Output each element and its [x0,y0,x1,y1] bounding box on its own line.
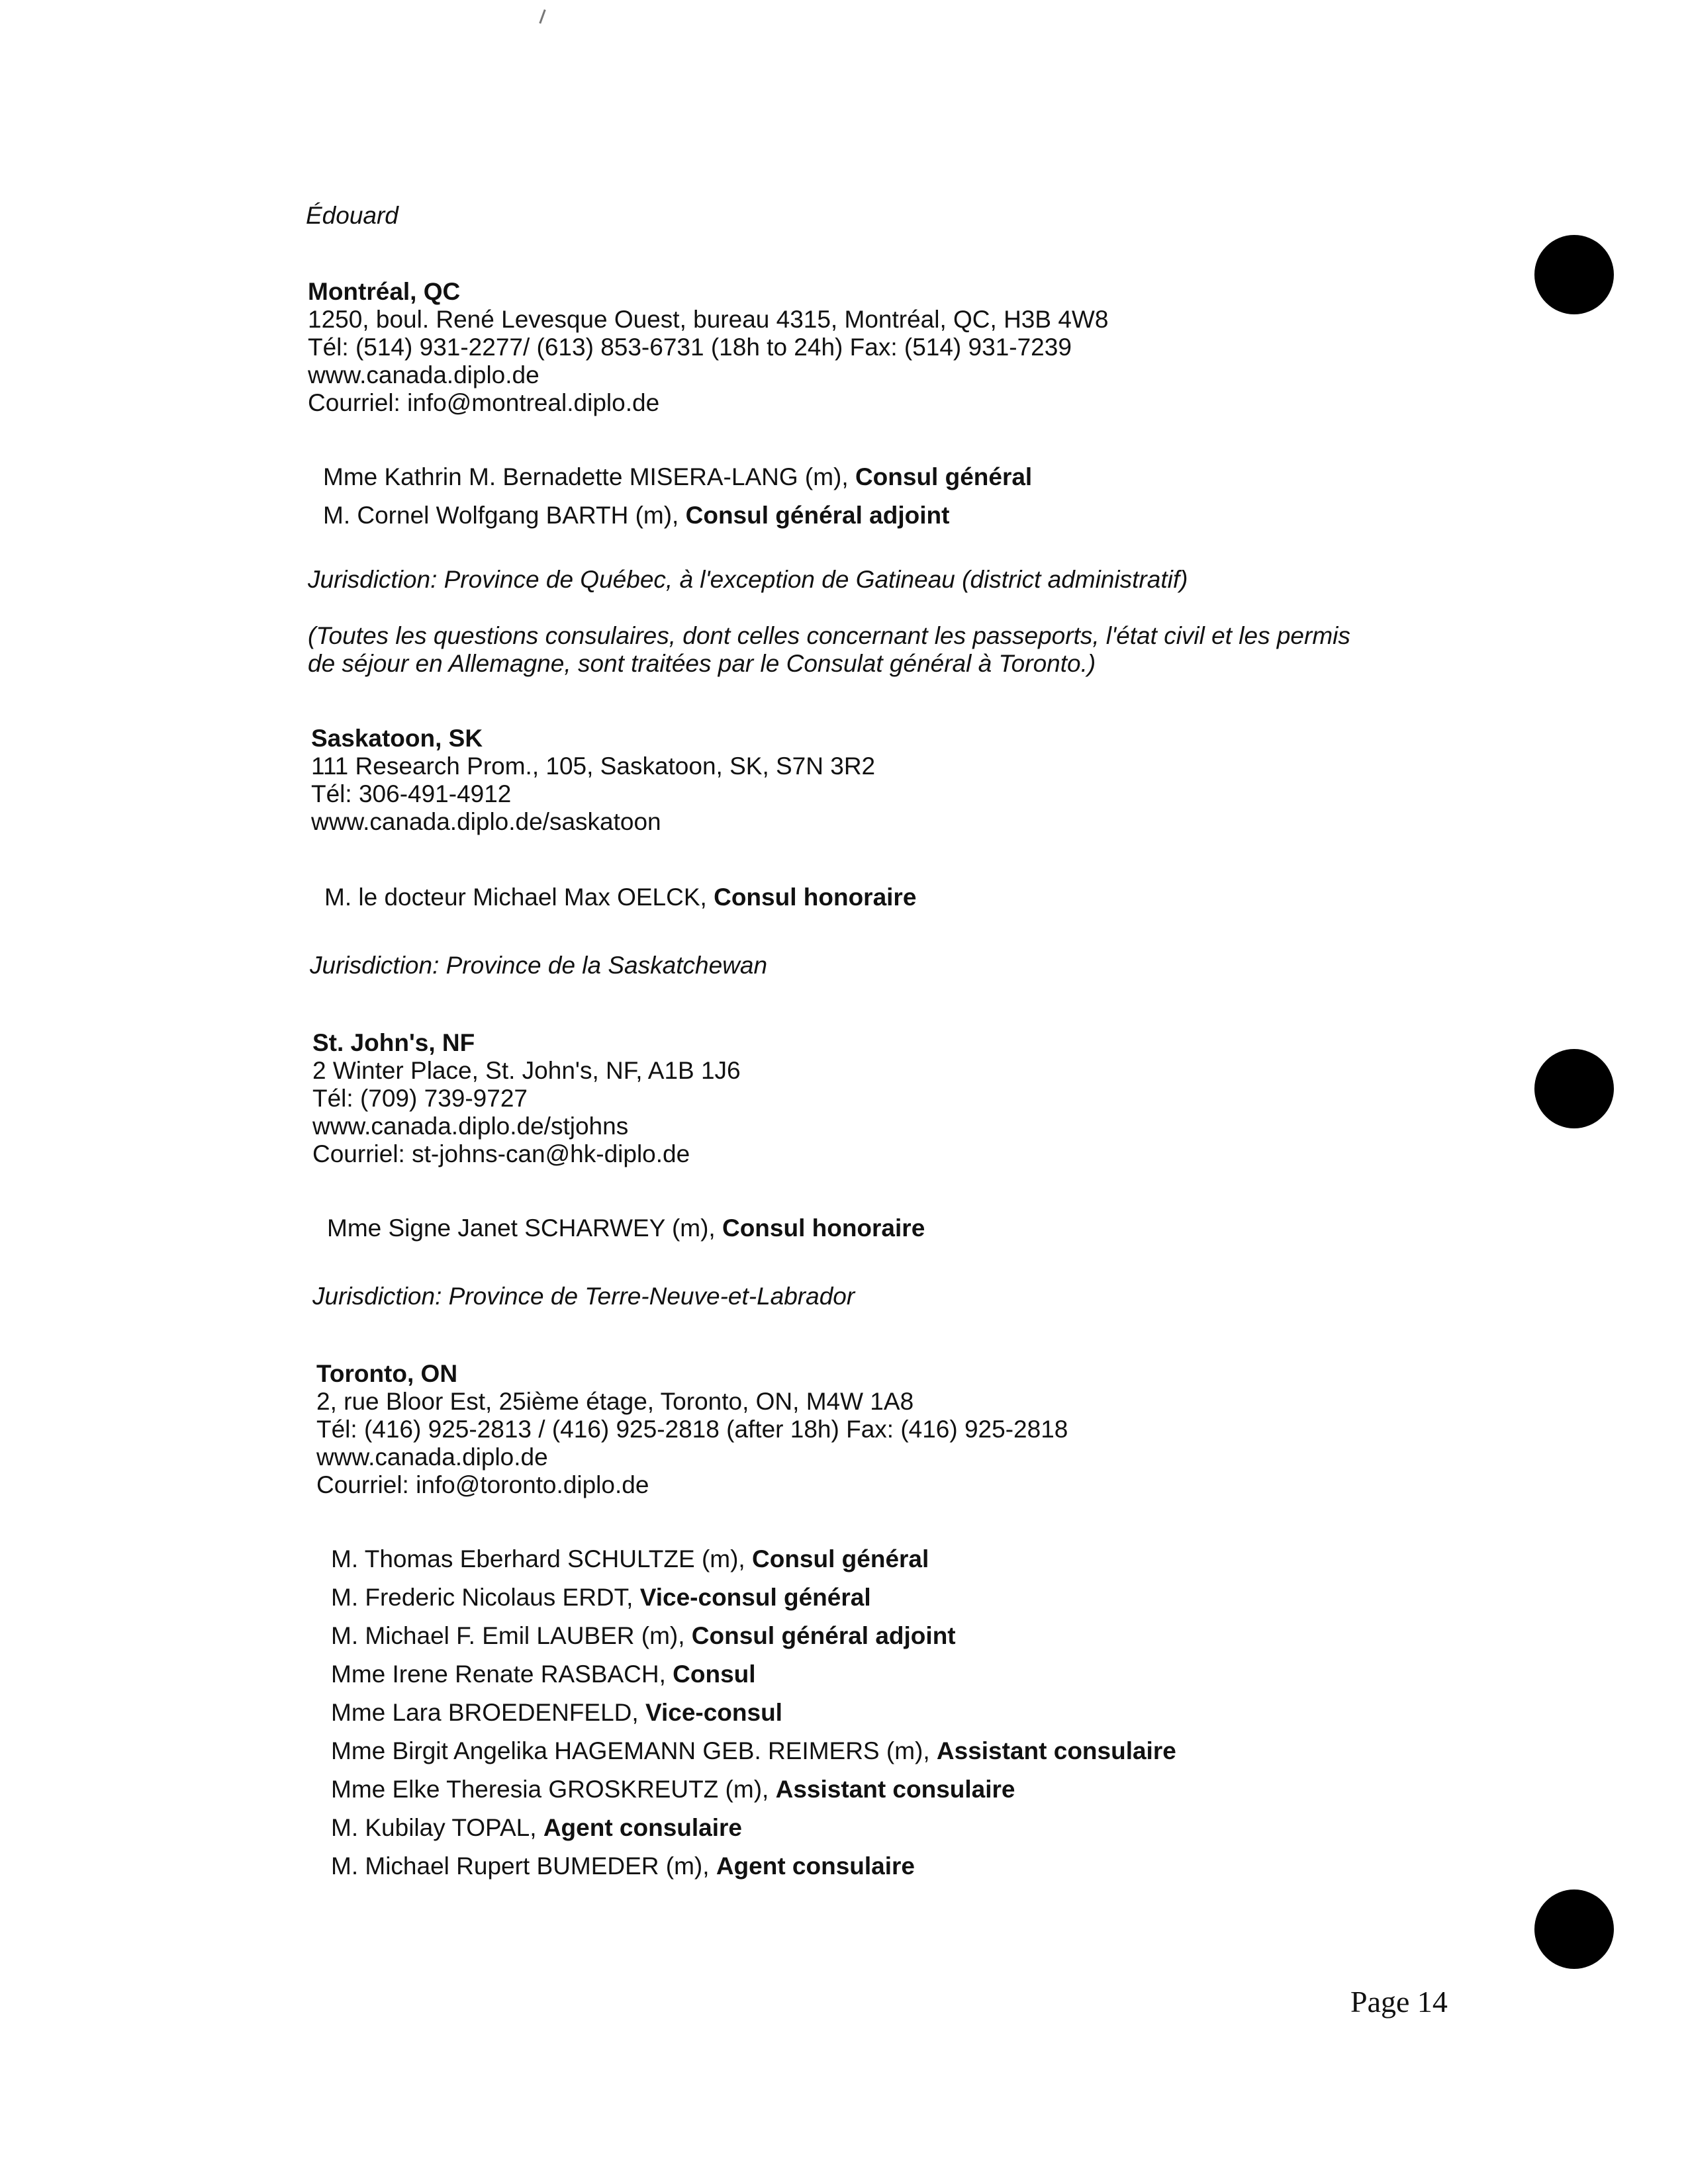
montreal-address-block [308,278,1108,417]
staff-name: Mme Lara BROEDENFELD, [331,1699,645,1726]
stjohns-email: Courriel: st-johns-can@hk-diplo.de [312,1140,690,1167]
staff-name: Mme Kathrin M. Bernadette MISERA-LANG (m), [323,463,855,490]
staff-name: Mme Elke Theresia GROSKREUTZ (m), [331,1776,776,1803]
montreal-web: www.canada.diplo.de [308,361,539,388]
staff-role: Assistant consulaire [936,1737,1176,1764]
staff-role: Vice-consul [645,1699,782,1726]
staff-name: Mme Signe Janet SCHARWEY (m), [327,1214,722,1242]
saskatoon-address: 111 Research Prom., 105, Saskatoon, SK, S7N 3R2 [311,752,876,780]
punch-hole-middle [1534,1049,1614,1128]
staff-role: Consul général [855,463,1033,490]
staff-role: Consul honoraire [722,1214,925,1242]
toronto-address-block [316,1360,1068,1499]
staff-entry [327,1214,925,1242]
page-number: Page 14 [1350,1985,1448,2019]
saskatoon-web: www.canada.diplo.de/saskatoon [311,808,661,835]
staff-name: Mme Birgit Angelika HAGEMANN GEB. REIMERS (m), [331,1737,937,1764]
stjohns-address-block [312,1029,741,1168]
punch-hole-bottom [1534,1889,1614,1969]
staff-role: Consul [673,1661,756,1688]
intro-text: Édouard [306,202,399,229]
staff-entry [331,1852,915,1880]
staff-name: M. Michael Rupert BUMEDER (m), [331,1852,716,1880]
staff-entry [323,463,1032,491]
stjohns-web: www.canada.diplo.de/stjohns [312,1113,629,1140]
punch-hole-top [1534,235,1614,314]
staff-entry [331,1737,1176,1765]
staff-name: M. Michael F. Emil LAUBER (m), [331,1622,692,1649]
staff-entry [331,1545,929,1573]
section-title-toronto: Toronto, ON [316,1360,458,1387]
toronto-tel: Tél: (416) 925-2813 / (416) 925-2818 (after 18h) Fax: (416) 925-2818 [316,1416,1068,1443]
toronto-web: www.canada.diplo.de [316,1443,548,1471]
montreal-tel: Tél: (514) 931-2277/ (613) 853-6731 (18h to 24h) Fax: (514) 931-7239 [308,334,1072,361]
staff-role: Vice-consul général [639,1584,871,1611]
montreal-email: Courriel: info@montreal.diplo.de [308,389,660,416]
staff-role: Consul général adjoint [685,502,950,529]
stjohns-jurisdiction: Jurisdiction: Province de Terre-Neuve-et-Labrador [312,1283,855,1310]
montreal-note: (Toutes les questions consulaires, dont celles concernant les passeports, l'état civil et les permis de séjour en Allemagne, sont traitées par le Consulat général à Toronto.) [308,622,1350,677]
staff-name: M. le docteur Michael Max OELCK, [324,884,714,911]
staff-name: M. Cornel Wolfgang BARTH (m), [323,502,686,529]
stjohns-address: 2 Winter Place, St. John's, NF, A1B 1J6 [312,1057,741,1084]
saskatoon-jurisdiction: Jurisdiction: Province de la Saskatchewan [310,952,768,979]
staff-name: M. Frederic Nicolaus ERDT, [331,1584,640,1611]
section-title-saskatoon: Saskatoon, SK [311,725,483,752]
toronto-email: Courriel: info@toronto.diplo.de [316,1471,649,1498]
staff-name: M. Kubilay TOPAL, [331,1814,543,1841]
staff-entry [331,1584,871,1612]
staff-name: Mme Irene Renate RASBACH, [331,1661,673,1688]
pen-mark [539,9,545,24]
staff-entry [323,502,949,529]
staff-entry [324,884,916,911]
section-title-stjohns: St. John's, NF [312,1029,475,1056]
staff-role: Consul général adjoint [691,1622,956,1649]
staff-entry [331,1622,956,1650]
section-title-montreal: Montréal, QC [308,278,461,305]
staff-role: Agent consulaire [716,1852,915,1880]
staff-role: Consul général [752,1545,929,1572]
staff-role: Assistant consulaire [775,1776,1015,1803]
staff-name: M. Thomas Eberhard SCHULTZE (m), [331,1545,752,1572]
toronto-address: 2, rue Bloor Est, 25ième étage, Toronto, ON, M4W 1A8 [316,1388,914,1415]
montreal-jurisdiction: Jurisdiction: Province de Québec, à l'exception de Gatineau (district administratif) [308,566,1188,593]
saskatoon-tel: Tél: 306-491-4912 [311,780,512,807]
staff-entry [331,1661,756,1688]
staff-role: Consul honoraire [714,884,917,911]
saskatoon-address-block [311,725,875,836]
staff-entry [331,1814,742,1842]
staff-entry [331,1776,1015,1803]
montreal-address: 1250, boul. René Levesque Ouest, bureau 4315, Montréal, QC, H3B 4W8 [308,306,1109,333]
staff-role: Agent consulaire [543,1814,742,1841]
staff-entry [331,1699,782,1727]
stjohns-tel: Tél: (709) 739-9727 [312,1085,528,1112]
